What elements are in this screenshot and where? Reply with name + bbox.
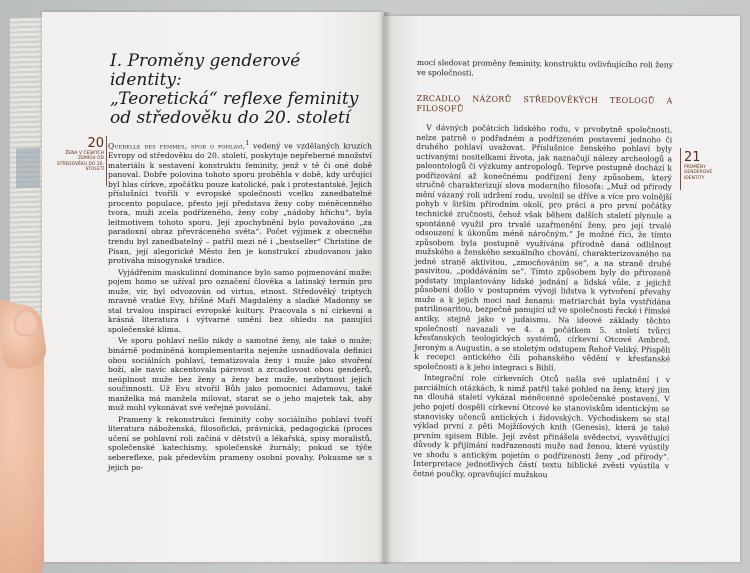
right-margin-header — [684, 150, 734, 181]
lead-in: Querelle des femmes, spor o pohlaví, — [108, 141, 246, 151]
chapter-title-line: I. Proměny genderové identity: — [110, 51, 301, 90]
paragraph: mocí sledovat proměny feminity, konstruktu ovlivňujícího roli ženy ve společnosti. — [416, 58, 673, 78]
margin-rule — [680, 148, 681, 190]
margin-rule — [106, 136, 107, 186]
book-gutter — [378, 12, 392, 564]
chapter-title — [110, 52, 370, 128]
page-number: 21 — [684, 150, 701, 165]
running-head: PROMĚNY GENDEROVÉ IDENTITY — [684, 165, 713, 181]
paragraph: V dávných počátcích lidského rodu, v prvobytně společnosti, nelze patrně o podřadném a podřízeném postavení jednoho či druhého pohlaví uvažovat. Příslušnice ženského pohlaví byly uctívanými nositelkami života, jak naznačují nálezy archeologů a paleontologů či výzkumy antropologů. Teprve postupně dochází k podřizování až konečnému podřízení ženy způsobem, který stručně charakterizují slova moderního filosofa: „Muž od přírody mění vázaný roli udržení rodu, uvolnil se dříve a více pro volnější pohyb v širším přírodním okolí, pro práci a pro první počátky technické zručnosti, čehož však během dalších staletí plynule a spontánně využil pro trvalé uzařmenění ženy, pro její trvalé odsouzení k úkonům méně náročným.“ Je možné říci, že tímto způsobem byla postupně využívána přírodně daná odlišnost mužského a ženského sexuálního chování, charakterizovaného na jedné straně aktivitou, „zmocňováním se“, a na straně druhé pasivitou, „poddáváním se“. Tímto způsobem byly do přirozeně podstaty implantovány lidské jednání a lidská vůle, z jejichž působení došlo v postupném vývoji lidstva k vytvoření převahy muže a k jejich moci nad ženami: matriarchát byla vystřídána patrilinearitou, bezpečně panující už ve společnosti řecké i římské antiky, stejně jako v judaismu. Na ideové základy těchto společností navazali ve 4. a počátkem 5. století tvůrci křesťanských teologických systémů, církevní Otcové Ambrož, Jeroným a Augustin, a se stoletým odstupem Řehoř Veliký. Přispěli k recepci antického čili pohanského vědění v křesťanské společnosti a k jeho integraci s Biblí. — [413, 123, 673, 373]
paragraph — [108, 139, 372, 266]
hand-holding-book — [0, 300, 76, 573]
running-head: ŽENA V ČESKÝCH ZEMÍCH OD STŘEDOVĚKU DO 20. STOLETÍ — [56, 151, 104, 173]
page-number: 20 — [87, 136, 104, 151]
paragraph: Integrační role církevních Otců našla své uplatnění i v parciálních otázkách, k nimž patřil také pohled na ženy, který jim na dlouhá staletí vykázal méněcenné společenské postavení. V jeho pojetí dospěli církevní Otcové ke stanoviskům identickým se stanovisky učenců antických i židovských. Východiskem se stal výklad první z pěti Mojžíšových knih (Genesis), která je také prvním spisem Bible. Její zvěst přinášela svědectví, vysvětlující důvody k přijímání nadřazenosti muže nad ženou, které vyústily ve shodu s antickým pojetím o podřízenosti ženy „od přírody“. Interpretace jednotlivých částí textu biblické zvěsti vyústila v četné poučky, opravňující mužskou — [412, 373, 670, 480]
chapter-title-line: „Teoretická“ reflexe feminity — [110, 89, 359, 109]
paragraph-text: vedený ve vzdělaných kruzích Evropy od středověku do 20. století, poskytuje nepřeberné množství materiálu k sestavení konstruktu feminity, jenž v tě či oné době panoval. Dobře polovina tohoto sporu proběhla v době, kdy určující byl hlas církve, zpočátku pouze katolické, pak i protestantské. Jejich příslušníci tvořili v evropské společnosti vcelku zanedbatelné procento populace, přesto její představa ženy coby méněcenného tvora, muži zcela podřízeného, ženy coby „nádoby hříchu“, byla leitmotivem tohoto sporu. Její zpochybnění bylo považováno „za paradoxní obraz převráceného světa“. Počet výjimek z obecného trendu byl zanedbatelný – patřil mezi ně i „bestseller“ Christine de Pisan, její alegorické Město žen je konstrukcí zbudovanou jako protiváha misogynské tradice. — [108, 141, 372, 266]
chapter-title-line: od středověku do 20. století — [110, 108, 351, 128]
left-margin-header — [56, 136, 104, 173]
paragraph: Prameny k rekonstrukci feminity coby sociálního pohlaví tvoří literatura náboženská, filosofická, právnická, pedagogická (proces učení se pohlavní roli začíná v dětství) a lékařská, spisy moralistů, společenské katechismy, společenské žurnály; pokud se týče sebereflexe, pak především prameny osobní povahy. Pokusme se s jejich po- — [108, 414, 372, 472]
section-heading: ZRCADLO NÁZORŮ STŘEDOVĚKÝCH TEOLOGŮ A FILOSOFŮ — [416, 94, 673, 114]
edge-stripe — [16, 148, 40, 189]
paragraph: Vyjádřením maskulinní dominance bylo samo pojmenování muže: pojem homo se užíval pro označení člověka a latinský termín pro muže, vir, byl odvozován od virtus, etnost. Středověký triptych mravně vratké Evy, hříšné Maří Magdalény a sladké Madonny se stal trvalou inspirací evropské kultury. Pracovala s ní církevní a krásná literatura i výtvarné umění bez ohledu na panující společenské klima. — [108, 267, 372, 334]
footnote-ref: 1 — [245, 140, 250, 147]
left-body-text — [108, 139, 372, 472]
paragraph: Ve sporu pohlaví nešlo nikdy o samotné ženy, ale také o muže; binárně podmíněná komplementarita nejenže usnadňovala definici obou sociálních pohlaví, tematizovala ženy i muže jako stvoření boží, ale navíc akcentovala párovost a zrcadlovost obou genderů, neúplnost muže bez ženy a ženy bez muže, nezbytnost jejich součinnosti. Už Evu stvořil Bůh jako pomocnici Adamovu, také manželka má manžela milovat, starat se o jeho majetek tak, aby muž mohl vykonávat své veřejné povolání. — [108, 336, 372, 413]
right-body-text — [413, 58, 673, 481]
thumbnail — [14, 310, 38, 336]
